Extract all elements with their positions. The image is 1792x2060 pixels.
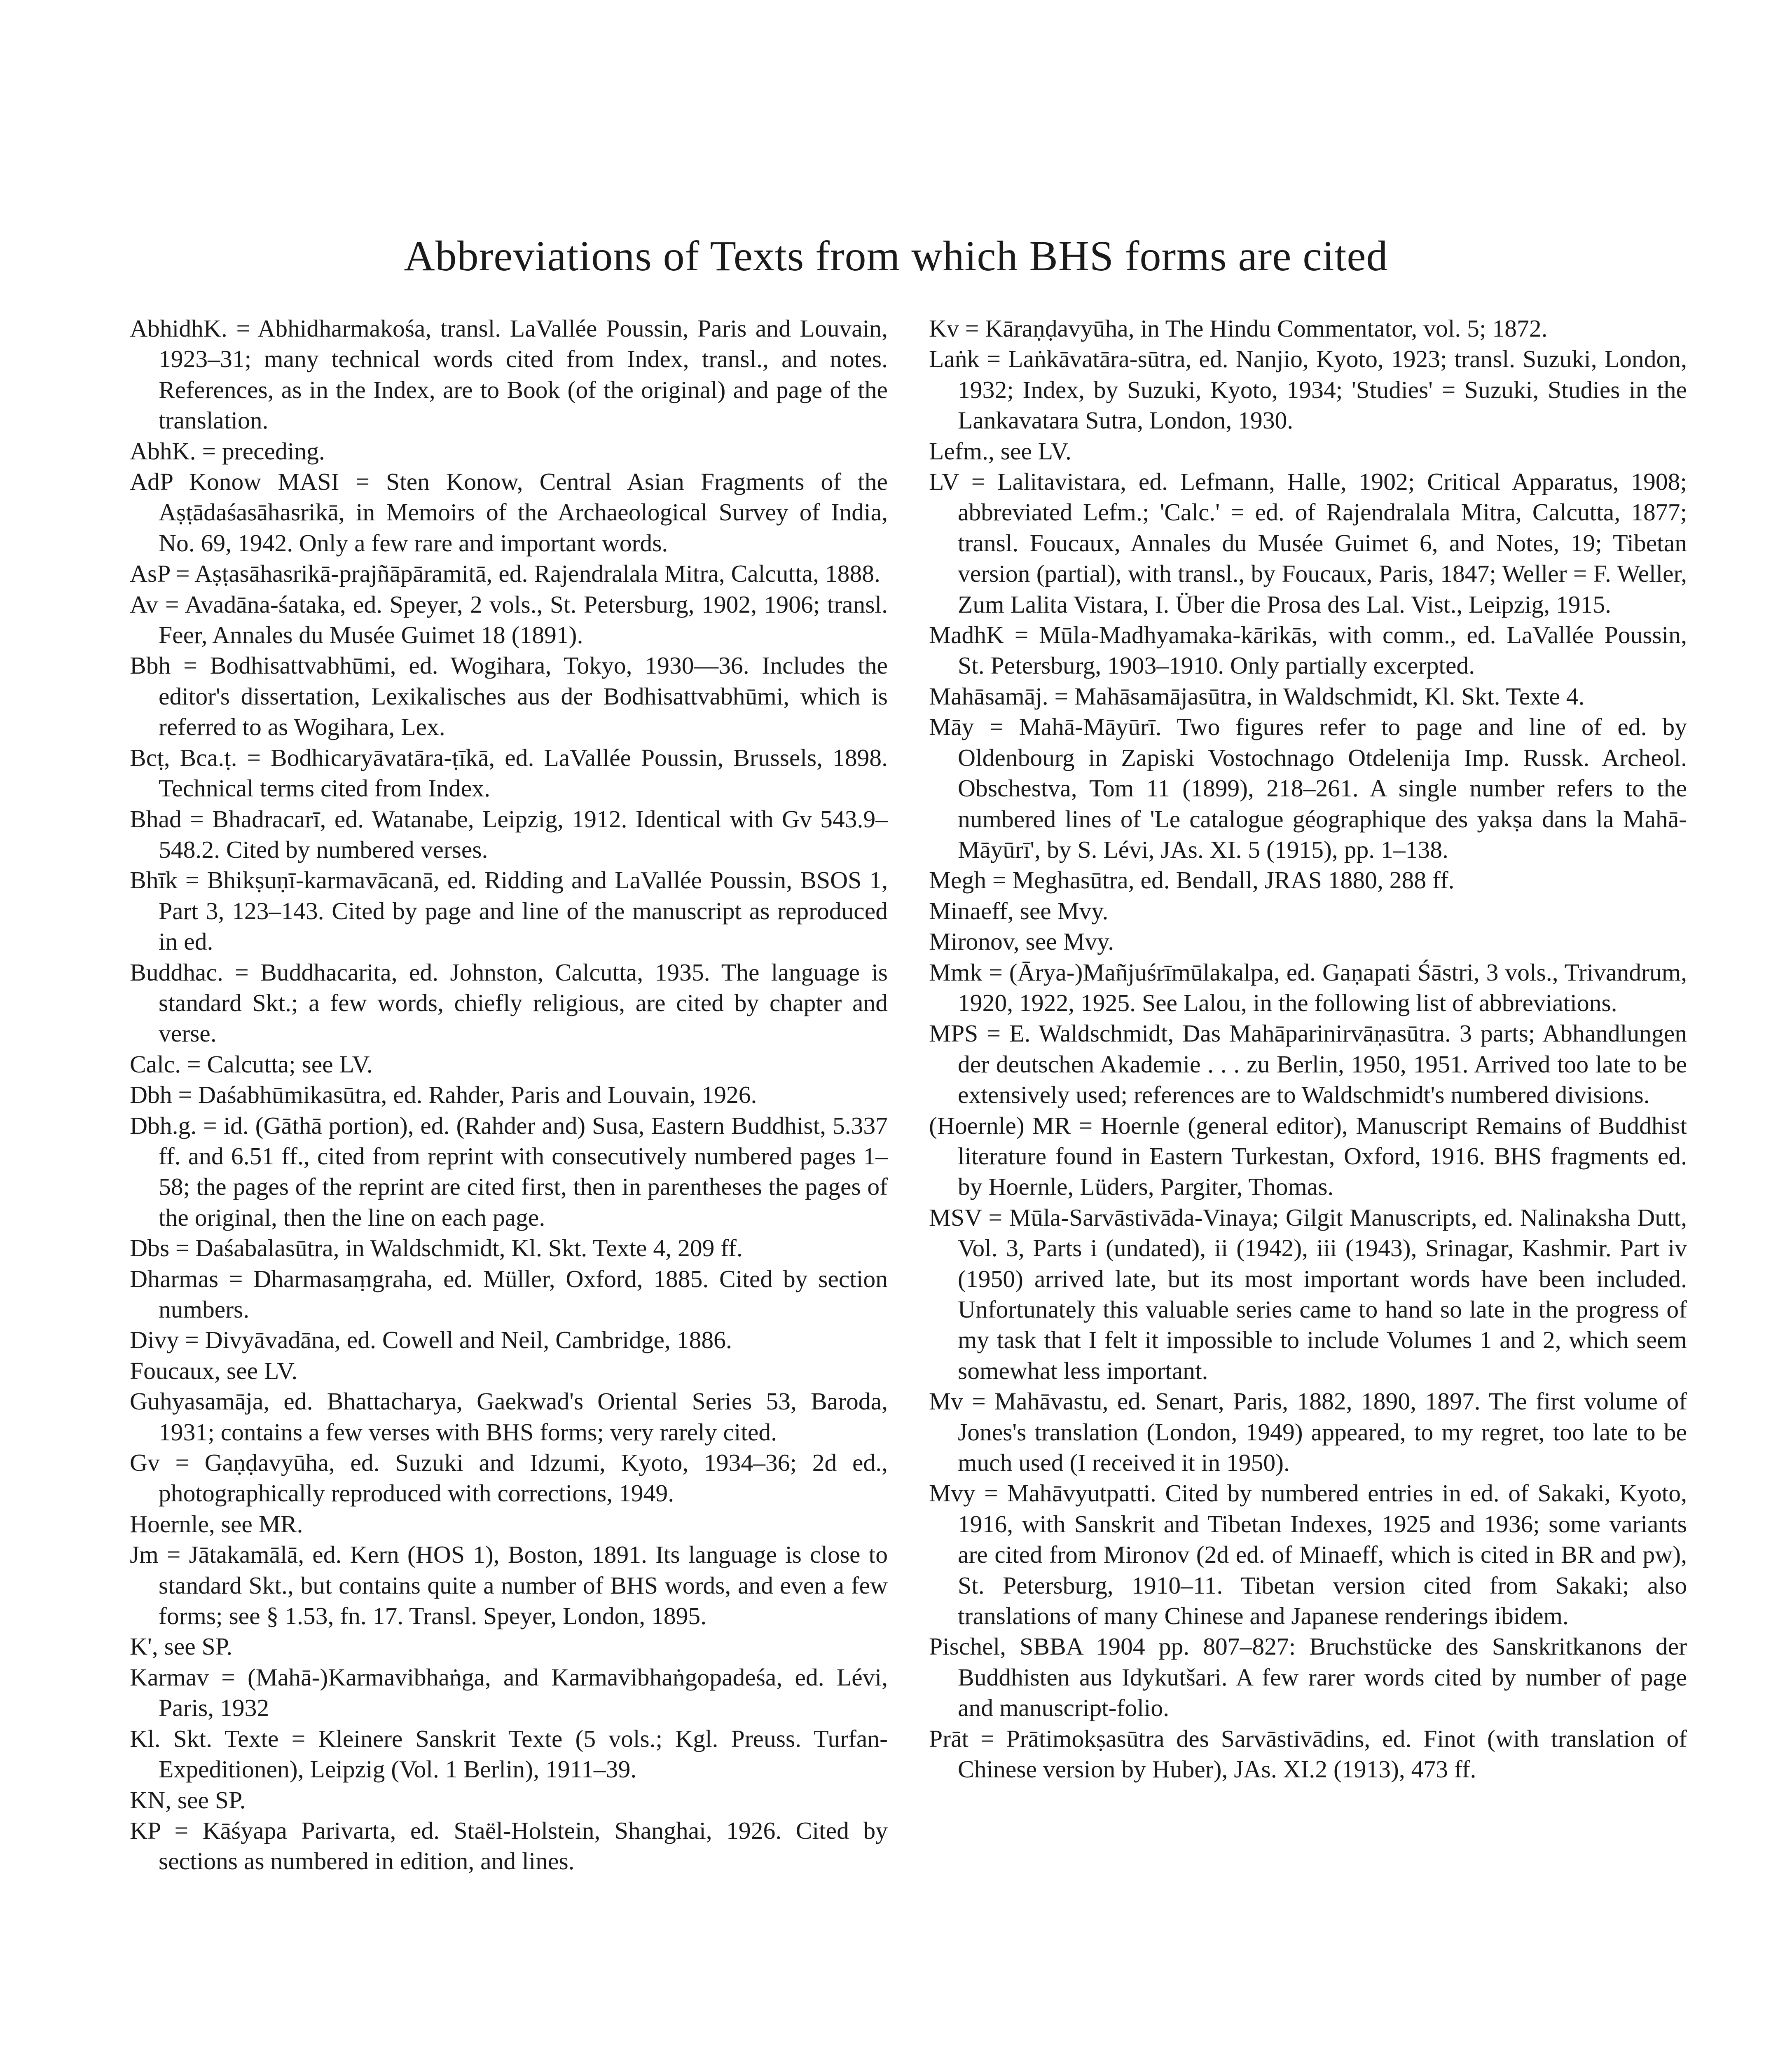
abbreviation-entry: AsP = Aṣṭasāhasrikā-prajñāpāramitā, ed. Rajendralala Mitra, Calcutta, 1888.	[130, 560, 880, 588]
abbreviation-entry: KP = Kāśyapa Parivarta, ed. Staël-Holstein, Shanghai, 1926. Cited by sections as numbered in edition, and lines.	[130, 1817, 888, 1875]
right-column	[929, 313, 1687, 1785]
abbreviation-entry: MPS = E. Waldschmidt, Das Mahāparinirvāṇasūtra. 3 parts; Abhandlungen der deutschen Akademie . . . zu Berlin, 1950, 1951. Arrived too late to be extensively used; references are to Waldschmidt's numbered divisions.	[929, 1020, 1687, 1109]
abbreviation-entry: Mvy = Mahāvyutpatti. Cited by numbered entries in ed. of Sakaki, Kyoto, 1916, with Sanskrit and Tibetan Indexes, 1925 and 1936; some variants are cited from Mironov (2d ed. of Minaeff, which is cited in BR and pw), St. Petersburg, 1910–11. Tibetan version cited from Sakaki; also translations of many Chinese and Japanese renderings ibidem.	[929, 1479, 1687, 1630]
abbreviation-entry: Mv = Mahāvastu, ed. Senart, Paris, 1882, 1890, 1897. The first volume of Jones's translation (London, 1949) appeared, to my regret, too late to be much used (I received it in 1950).	[929, 1388, 1687, 1477]
abbreviation-entry: AbhidhK. = Abhidharmakośa, transl. LaVallée Poussin, Paris and Louvain, 1923–31; many technical words cited from Index, transl., and notes. References, as in the Index, are to Book (of the original) and page of the translation.	[130, 315, 888, 434]
abbreviation-entry: Laṅk = Laṅkāvatāra-sūtra, ed. Nanjio, Kyoto, 1923; transl. Suzuki, London, 1932; Index, by Suzuki, Kyoto, 1934; 'Studies' = Suzuki, Studies in the Lankavatara Sutra, London, 1930.	[929, 345, 1687, 434]
abbreviation-entry: Dbh.g. = id. (Gāthā portion), ed. (Rahder and) Susa, Eastern Buddhist, 5.337 ff. and 6.51 ff., cited from reprint with consecutively numbered pages 1–58; the pages of the reprint are cited first, then in parentheses the pages of the original, then the line on each page.	[130, 1112, 888, 1231]
abbreviation-entry: Bhad = Bhadracarī, ed. Watanabe, Leipzig, 1912. Identical with Gv 543.9–548.2. Cited by numbered verses.	[130, 805, 888, 863]
abbreviation-entry: Gv = Gaṇḍavyūha, ed. Suzuki and Idzumi, Kyoto, 1934–36; 2d ed., photographically reproduced with corrections, 1949.	[130, 1449, 888, 1507]
abbreviation-entry: Av = Avadāna-śataka, ed. Speyer, 2 vols., St. Petersburg, 1902, 1906; transl. Feer, Annales du Musée Guimet 18 (1891).	[130, 590, 888, 649]
abbreviation-entry: Dbs = Daśabalasūtra, in Waldschmidt, Kl. Skt. Texte 4, 209 ff.	[130, 1234, 743, 1262]
abbreviation-entry: MSV = Mūla-Sarvāstivāda-Vinaya; Gilgit Manuscripts, ed. Nalinaksha Dutt, Vol. 3, Parts i (undated), ii (1942), iii (1943), Srinagar, Kashmir. Part iv (1950) arrived late, but its most important words have been included. Unfortunately this valuable series came to hand so late in the progress of my task that I felt it impossible to include Volumes 1 and 2, which seem somewhat less important.	[929, 1203, 1687, 1384]
abbreviation-entry: Lefm., see LV.	[929, 437, 1071, 465]
abbreviation-entry: AbhK. = preceding.	[130, 437, 325, 465]
abbreviation-entry: Pischel, SBBA 1904 pp. 807–827: Bruchstücke des Sanskritkanons der Buddhisten aus Idykutšari. A few rarer words cited by number of page and manuscript-folio.	[929, 1633, 1687, 1722]
abbreviation-entry: Māy = Mahā-Māyūrī. Two figures refer to page and line of ed. by Oldenbourg in Zapiski Vostochnago Otdelenija Imp. Russk. Archeol. Obschestva, Tom 11 (1899), 218–261. A single number refers to the numbered lines of 'Le catalogue géographique des yakṣa dans la Mahā-Māyūrī', by S. Lévi, JAs. XI. 5 (1915), pp. 1–138.	[929, 713, 1687, 863]
abbreviation-entry: Mironov, see Mvy.	[929, 928, 1114, 955]
abbreviation-entry: K', see SP.	[130, 1633, 233, 1660]
left-column	[130, 313, 888, 1877]
abbreviation-entry: Buddhac. = Buddhacarita, ed. Johnston, Calcutta, 1935. The language is standard Skt.; a few words, chiefly religious, are cited by chapter and verse.	[130, 958, 888, 1047]
abbreviation-entry: AdP Konow MASI = Sten Konow, Central Asian Fragments of the Aṣṭādaśasāhasrikā, in Memoirs of the Archaeological Survey of India, No. 69, 1942. Only a few rare and important words.	[130, 468, 888, 557]
abbreviation-entry: Dharmas = Dharmasaṃgraha, ed. Müller, Oxford, 1885. Cited by section numbers.	[130, 1265, 888, 1323]
abbreviation-entry: Mmk = (Ārya-)Mañjuśrīmūlakalpa, ed. Gaṇapati Śāstri, 3 vols., Trivandrum, 1920, 1922, 1925. See Lalou, in the following list of abbreviations.	[929, 958, 1687, 1016]
abbreviation-entry: Megh = Meghasūtra, ed. Bendall, JRAS 1880, 288 ff.	[929, 866, 1455, 894]
abbreviation-entry: Minaeff, see Mvy.	[929, 897, 1109, 925]
abbreviation-entry: Calc. = Calcutta; see LV.	[130, 1050, 373, 1078]
abbreviation-entry: (Hoernle) MR = Hoernle (general editor), Manuscript Remains of Buddhist literature found in Eastern Turkestan, Oxford, 1916. BHS fragments ed. by Hoernle, Lüders, Pargiter, Thomas.	[929, 1112, 1687, 1201]
abbreviation-entry: Jm = Jātakamālā, ed. Kern (HOS 1), Boston, 1891. Its language is close to standard Skt., but contains quite a number of BHS words, and even a few forms; see § 1.53, fn. 17. Transl. Speyer, London, 1895.	[130, 1541, 888, 1630]
abbreviation-entry: Mahāsamāj. = Mahāsamājasūtra, in Waldschmidt, Kl. Skt. Texte 4.	[929, 682, 1585, 710]
abbreviation-entry: Bbh = Bodhisattvabhūmi, ed. Wogihara, Tokyo, 1930—36. Includes the editor's dissertation, Lexikalisches aus der Bodhisattvabhūmi, which is referred to as Wogihara, Lex.	[130, 652, 888, 741]
abbreviation-entry: Guhyasamāja, ed. Bhattacharya, Gaekwad's Oriental Series 53, Baroda, 1931; contains a few verses with BHS forms; very rarely cited.	[130, 1388, 888, 1446]
abbreviation-entry: Bhīk = Bhikṣuṇī-karmavācanā, ed. Ridding and LaVallée Poussin, BSOS 1, Part 3, 123–143. Cited by page and line of the manuscript as reproduced in ed.	[130, 866, 888, 955]
abbreviation-entry: Kl. Skt. Texte = Kleinere Sanskrit Texte (5 vols.; Kgl. Preuss. Turfan-Expeditionen), Leipzig (Vol. 1 Berlin), 1911–39.	[130, 1725, 888, 1783]
abbreviation-entry: MadhK = Mūla-Madhyamaka-kārikās, with comm., ed. LaVallée Poussin, St. Petersburg, 1903–1910. Only partially excerpted.	[929, 621, 1687, 679]
page-title: Abbreviations of Texts from which BHS forms are cited	[404, 232, 1388, 280]
abbreviation-entry: Karmav = (Mahā-)Karmavibhaṅga, and Karmavibhaṅgopadeśa, ed. Lévi, Paris, 1932	[130, 1663, 888, 1722]
abbreviation-entry: KN, see SP.	[130, 1786, 246, 1814]
abbreviation-entry: Foucaux, see LV.	[130, 1357, 298, 1384]
abbreviation-entry: Kv = Kāraṇḍavyūha, in The Hindu Commentator, vol. 5; 1872.	[929, 315, 1548, 342]
abbreviation-columns	[130, 313, 1712, 2060]
abbreviation-entry: Prāt = Prātimokṣasūtra des Sarvāstivādins, ed. Finot (with translation of Chinese version by Huber), JAs. XI.2 (1913), 473 ff.	[929, 1725, 1687, 1783]
abbreviation-entry: LV = Lalitavistara, ed. Lefmann, Halle, 1902; Critical Apparatus, 1908; abbreviated Lefm.; 'Calc.' = ed. of Rajendralala Mitra, Calcutta, 1877; transl. Foucaux, Annales du Musée Guimet 6, and Notes, 19; Tibetan version (partial), with transl., by Foucaux, Paris, 1847; Weller = F. Weller, Zum Lalita Vistara, I. Über die Prosa des Lal. Vist., Leipzig, 1915.	[929, 468, 1687, 618]
abbreviation-entry: Hoernle, see MR.	[130, 1510, 303, 1538]
abbreviation-entry: Bcṭ, Bca.ṭ. = Bodhicaryāvatāra-ṭīkā, ed. LaVallée Poussin, Brussels, 1898. Technical terms cited from Index.	[130, 744, 888, 802]
abbreviation-entry: Dbh = Daśabhūmikasūtra, ed. Rahder, Paris and Louvain, 1926.	[130, 1081, 757, 1109]
abbreviation-entry: Divy = Divyāvadāna, ed. Cowell and Neil, Cambridge, 1886.	[130, 1326, 732, 1354]
